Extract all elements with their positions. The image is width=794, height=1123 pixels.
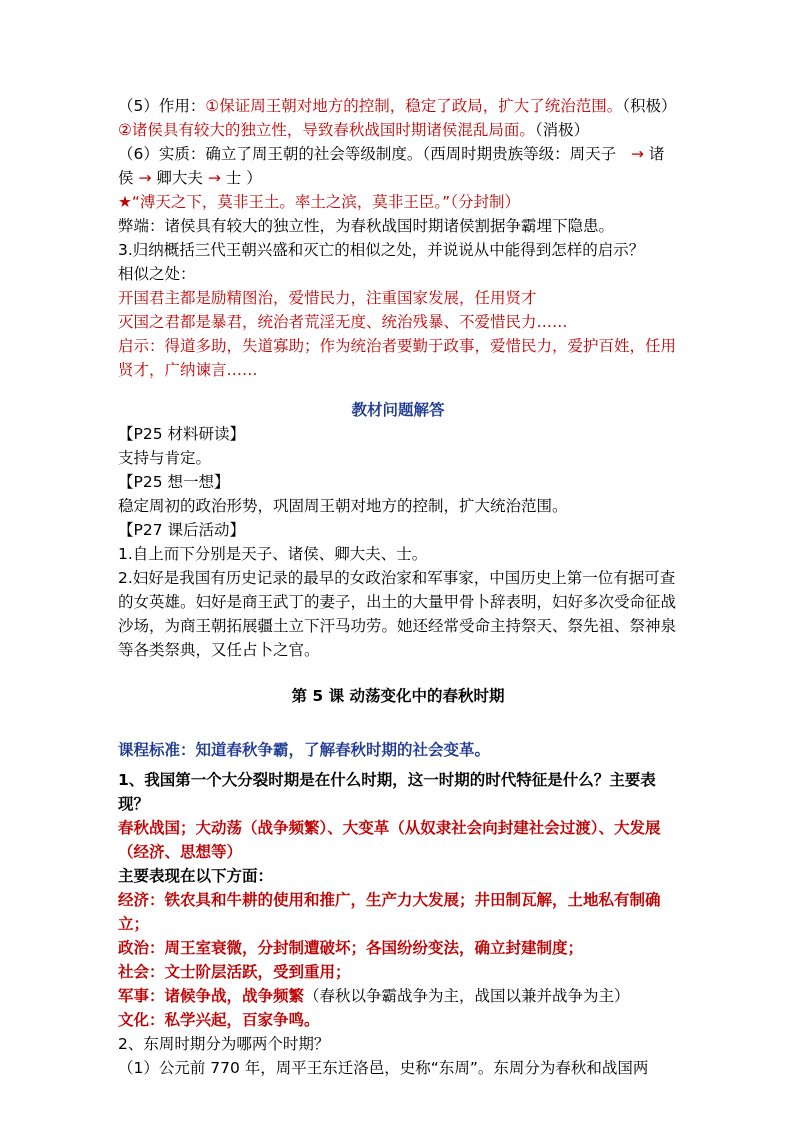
lesson-question-2: 2、东周时期分为哪两个时期？ xyxy=(118,1035,330,1053)
lesson-answer-2: （1）公元前 770 年，周平王东迁洛邑，史称“东周”。东周分为春秋和战国两 xyxy=(118,1059,649,1077)
founders-text: 开国君主都是励精图治，爱惜民力，注重国家发展，任用贤才 xyxy=(118,289,537,307)
economy-text: 铁农具和牛耕的使用和推广，生产力大发展；井田制瓦解，土地私有制确立； xyxy=(118,891,661,933)
rank-minister: 卿大夫 xyxy=(156,169,203,187)
essence-paragraph xyxy=(118,142,678,190)
military-row xyxy=(118,984,678,1008)
p25-reading-label: 【P25 材料研读】 xyxy=(118,425,245,443)
insight-text: 启示：得道多助，失道寡助；作为统治者要勤于政事，爱惜民力，爱护百姓，任用贤才，广纳谏言…… xyxy=(118,337,677,379)
p27-answer-1: 1.自上而下分别是天子、诸侯、卿大夫、士。 xyxy=(118,545,428,563)
effect-label: （5）作用： xyxy=(118,97,206,115)
effect-positive-tag: （积极） xyxy=(622,97,677,115)
economy-label: 经济： xyxy=(118,891,165,909)
effect-negative-tag: （消极） xyxy=(534,121,590,139)
p27-label: 【P27 课后活动】 xyxy=(118,521,245,539)
effect-paragraph xyxy=(118,94,678,142)
economy-row xyxy=(118,888,678,936)
p25-think-answer: 稳定周初的政治形势，巩固周王朝对地方的控制，扩大统治范围。 xyxy=(118,497,568,515)
politics-row xyxy=(118,936,678,960)
lesson-title: 第 5 课 动荡变化中的春秋时期 xyxy=(291,687,505,705)
lesson-question-1: 1、我国第一个大分裂时期是在什么时期，这一时期的时代特征是什么？主要表现？ xyxy=(118,771,656,813)
essence-text: 确立了周王朝的社会等级制度。（西周时期贵族等级：周天子 xyxy=(205,145,617,163)
rank-vassal: 诸侯 xyxy=(118,145,665,187)
course-standard: 课程标准：知道春秋争霸，了解春秋时期的社会变革。 xyxy=(118,741,491,759)
politics-label: 政治： xyxy=(118,939,165,957)
society-text: 文士阶层活跃，受到重用； xyxy=(164,963,351,981)
star-quote: ★“溥天之下，莫非王土。率土之滨，莫非王臣。”（分封制） xyxy=(118,193,520,211)
culture-text: 私学兴起，百家争鸣。 xyxy=(164,1011,320,1029)
document-content xyxy=(118,94,678,1080)
rank-scholar: 士 ） xyxy=(225,169,262,187)
arrow-icon: → xyxy=(138,169,152,187)
effect-negative: ②诸侯具有较大的独立性，导致春秋战国时期诸侯混乱局面。 xyxy=(118,121,535,139)
question-3: 3.归纳概括三代王朝兴盛和灭亡的相似之处，并说说从中能得到怎样的启示？ xyxy=(118,241,645,259)
effect-positive: ①保证周王朝对地方的控制，稳定了政局，扩大了统治范围。 xyxy=(205,97,623,115)
society-row xyxy=(118,960,678,984)
lesson-answer-1: 春秋战国；大动荡（战争频繁）、大变革（从奴隶社会向封建社会过渡）、大发展（经济、思想等） xyxy=(118,819,661,861)
military-note: （春秋以争霸战争为主，战国以兼并战争为主） xyxy=(304,987,630,1005)
textbook-heading: 教材问题解答 xyxy=(351,401,445,419)
aspects-label: 主要表现在以下方面： xyxy=(118,867,274,885)
drawback-text: 弊端：诸侯具有较大的独立性，为春秋战国时期诸侯割据争霸埋下隐患。 xyxy=(118,217,615,235)
culture-row xyxy=(118,1008,678,1032)
p27-answer-2: 2.妇好是我国有历史记录的最早的女政治家和军事家，中国历史上第一位有据可查的女英雄。妇好是商王武丁的妻子，出土的大量甲骨卜辞表明，妇好多次受命征战沙场，为商王朝拓展疆土立下汗马功劳。她还经常受命主持祭天、祭先祖、祭神泉等各类祭典，又任占卜之官。 xyxy=(118,569,677,659)
last-rulers-text: 灭国之君都是暴君，统治者荒淫无度、统治残暴、不爱惜民力…… xyxy=(118,313,568,331)
similar-label: 相似之处： xyxy=(118,265,196,283)
military-label: 军事： xyxy=(118,987,165,1005)
essence-label: （6）实质： xyxy=(118,145,206,163)
politics-text: 周王室衰微，分封制遭破坏；各国纷纷变法，确立封建制度； xyxy=(164,939,584,957)
p25-think-label: 【P25 想一想】 xyxy=(118,473,230,491)
arrow-icon: → xyxy=(207,169,221,187)
military-text: 诸候争战，战争频繁 xyxy=(164,987,305,1005)
society-label: 社会： xyxy=(118,963,165,981)
p25-reading-answer: 支持与肯定。 xyxy=(118,449,212,467)
culture-label: 文化： xyxy=(118,1011,165,1029)
arrow-icon: → xyxy=(630,145,644,163)
